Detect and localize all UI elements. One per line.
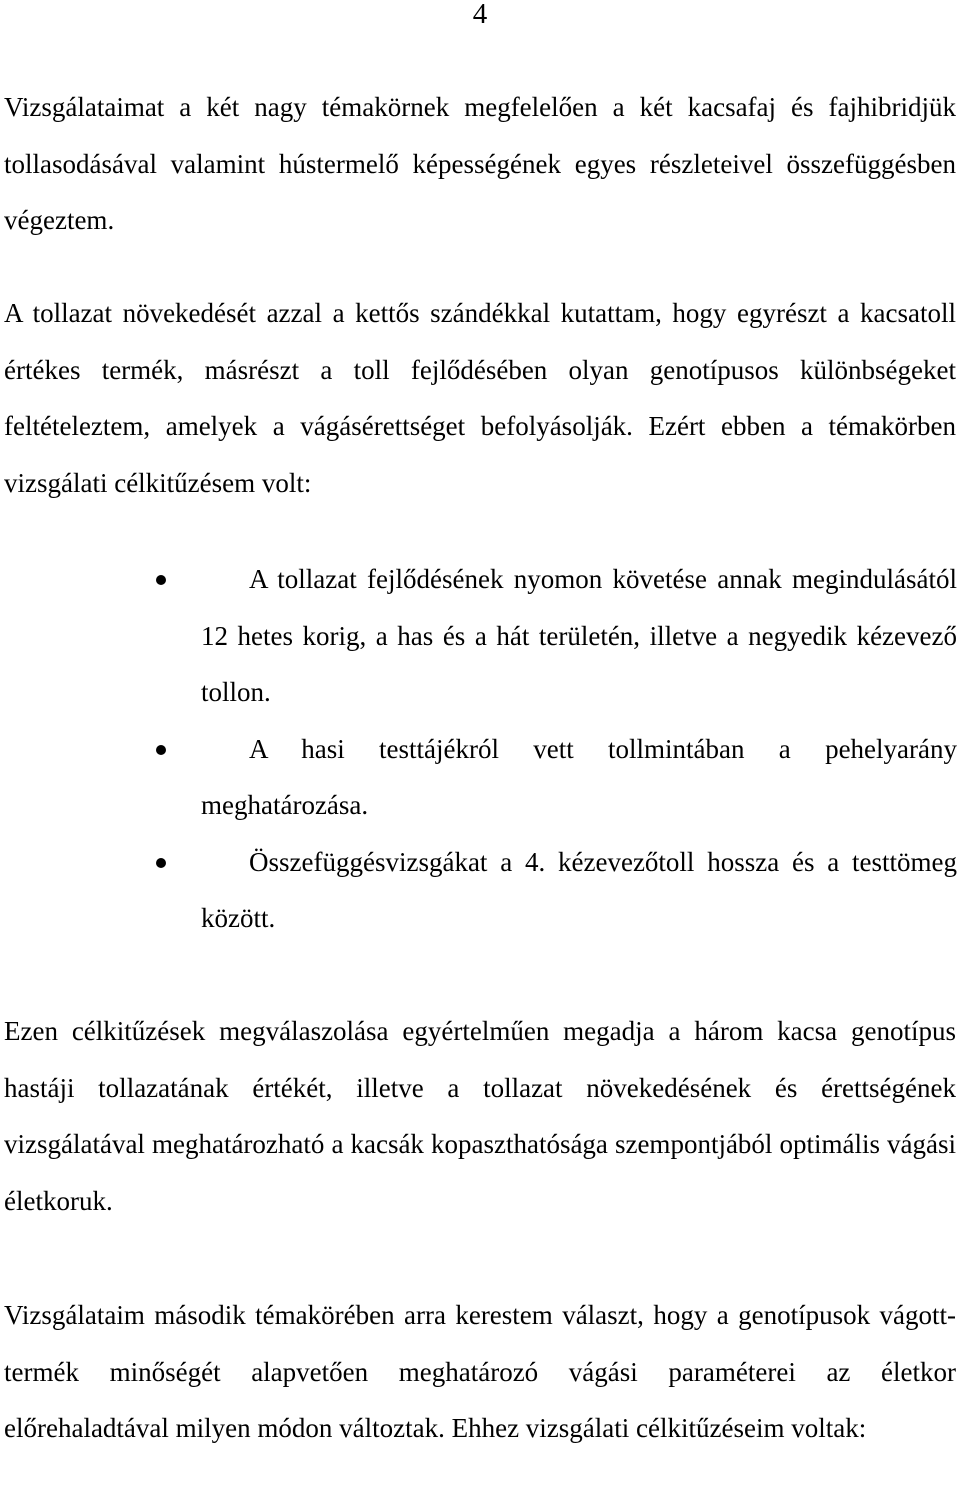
objectives-list bbox=[0, 551, 960, 947]
list-item-text: Összefüggésvizsgákat a 4. kézevezőtoll hossza és a testtömeg között. bbox=[201, 846, 957, 933]
bullet-icon bbox=[156, 575, 166, 585]
paragraph-objectives-answer: Ezen célkitűzések megválaszolása egyértelműen megadja a három kacsa genotípus hastáji tollazatának értékét, illetve a tollazat növekedésének és érettségének vizsgálatával meghatározható a kacsák kopaszthatósága szempontjából optimális vágási életkoruk. bbox=[4, 1016, 956, 1216]
list-item bbox=[201, 721, 957, 834]
paragraph-second-topic: Vizsgálataim második témakörében arra kerestem választ, hogy a genotípusok vágott-termék minőségét alapvetően meghatározó vágási paraméterei az életkor előrehaladtával milyen módon változtak. Ehhez vizsgálati célkitűzéseim voltak: bbox=[4, 1300, 956, 1443]
list-item-text: A tollazat fejlődésének nyomon követése annak megindulásától 12 hetes korig, a has és a hát területén, illetve a negyedik kézevező tollon. bbox=[201, 564, 957, 707]
list-item bbox=[201, 551, 957, 721]
paragraph-feather-growth: A tollazat növekedését azzal a kettős szándékkal kutattam, hogy egyrészt a kacsatoll értékes termék, másrészt a toll fejlődésében olyan genotípusos különbségeket feltételeztem, amelyek a vágásérettséget befolyásolják. Ezért ebben a témakörben vizsgálati célkitűzésem volt: bbox=[4, 298, 956, 498]
bullet-icon bbox=[156, 745, 166, 755]
bullet-icon bbox=[156, 858, 166, 868]
list-item-text: A hasi testtájékról vett tollmintában a pehelyarány meghatározása. bbox=[201, 733, 957, 820]
paragraph-intro: Vizsgálataimat a két nagy témakörnek megfelelően a két kacsafaj és fajhibridjük tollasodásával valamint hústermelő képességének egyes részleteivel összefüggésben végeztem. bbox=[4, 92, 956, 235]
page-number: 4 bbox=[472, 0, 488, 30]
list-item bbox=[201, 834, 957, 947]
